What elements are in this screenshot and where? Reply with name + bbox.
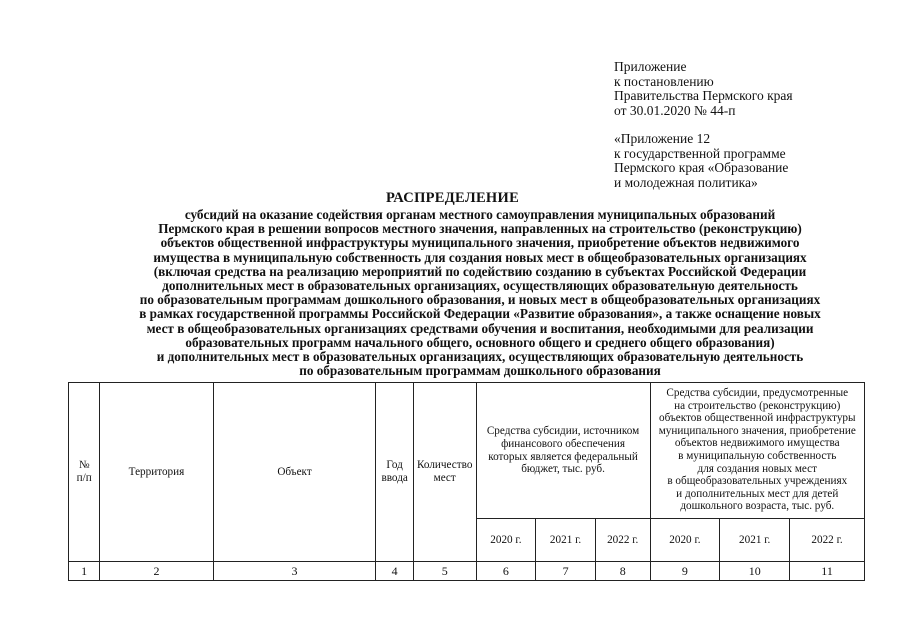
appendix-line: Правительства Пермского края (614, 88, 793, 103)
column-number-cell: 3 (213, 562, 376, 581)
year-cell: 2020 г. (476, 519, 536, 562)
column-number-cell: 7 (536, 562, 596, 581)
column-number-cell: 11 (790, 562, 865, 581)
year-cell: 2022 г. (595, 519, 650, 562)
header-territory: Территория (100, 383, 213, 562)
subtitle-line: (включая средства на реализацию мероприятий по содействию созданию в субъектах Российской Федерации (153, 263, 807, 279)
document-subtitle (60, 208, 900, 378)
column-number-cell: 10 (720, 562, 790, 581)
column-number-cell: 9 (650, 562, 720, 581)
spacer (614, 118, 899, 132)
subtitle-line: субсидий на оказание содействия органам местного самоуправления муниципальных образований (184, 207, 776, 222)
header-places: Количество мест (413, 383, 476, 562)
document-title: РАСПРЕДЕЛЕНИЕ (385, 190, 520, 206)
subtitle-line: образовательных программ начального общего, основного общего и среднего общего образования) (185, 334, 775, 350)
year-cell: 2021 г. (720, 519, 790, 562)
subtitle-line: Пермского края в решении вопросов местного значения, направленных на строительство (реконструкцию) (158, 221, 802, 237)
column-number-cell: 8 (595, 562, 650, 581)
header-year: Год ввода (376, 383, 413, 562)
appendix-quote-line: «Приложение 12 (614, 131, 711, 146)
column-number-cell: 6 (476, 562, 536, 581)
subtitle-line: дополнительных мест в образовательных организациях, осуществляющих образовательную деятельность (162, 278, 798, 294)
subtitle-line: в рамках государственной программы Российской Федерации «Развитие образования», а также оснащение новых (139, 306, 821, 322)
header-federal-funds: Средства субсидии, источником финансового обеспечения которых является федеральный бюджет, тыс. руб. (476, 383, 650, 519)
subtitle-line: и дополнительных мест в образовательных организациях, осуществляющих образовательную деятельность (156, 349, 804, 365)
header-construction-funds: Средства субсидии, предусмотренные на строительство (реконструкцию) объектов общественной инфраструктуры муниципального значения, приобретение объектов недвижимого имущества в муниципальную собственность для создания новых мест в общеобразовательных учреждениях и дополнительных мест для детей дошкольного возраста, тыс. руб. (650, 383, 864, 519)
subtitle-line: по образовательным программам дошкольного образования (299, 363, 661, 379)
column-number-cell: 1 (69, 562, 100, 581)
subtitle-line: мест в общеобразовательных организациях средствами обучения и воспитания, необходимыми для реализации (146, 320, 814, 336)
appendix-header (614, 60, 899, 190)
appendix-quote-line: и молодежная политика» (614, 174, 758, 190)
column-number-row (69, 562, 865, 581)
header-num: № п/п (69, 383, 100, 562)
appendix-line: к постановлению (614, 73, 714, 89)
appendix-quote-line: к государственной программе (614, 145, 786, 161)
appendix-quote-line: Пермского края «Образование (614, 160, 789, 175)
subtitle-line: объектов общественной инфраструктуры муниципального значения, приобретение объектов недвижимого (160, 235, 800, 251)
column-number-cell: 5 (413, 562, 476, 581)
column-number-cell: 4 (376, 562, 413, 581)
subtitle-line: по образовательным программам дошкольного образования, и новых мест в общеобразовательных организациях (139, 292, 821, 308)
appendix-line: от 30.01.2020 № 44-п (614, 102, 736, 118)
distribution-table (68, 382, 865, 581)
year-cell: 2021 г. (536, 519, 596, 562)
header-object: Объект (213, 383, 376, 562)
subtitle-line: имущества в муниципальную собственность для создания новых мест в общеобразовательных организациях (153, 249, 807, 265)
year-cell: 2020 г. (650, 519, 720, 562)
year-cell: 2022 г. (790, 519, 865, 562)
column-number-cell: 2 (100, 562, 213, 581)
appendix-line: Приложение (614, 59, 687, 74)
table-header-row (69, 383, 865, 519)
